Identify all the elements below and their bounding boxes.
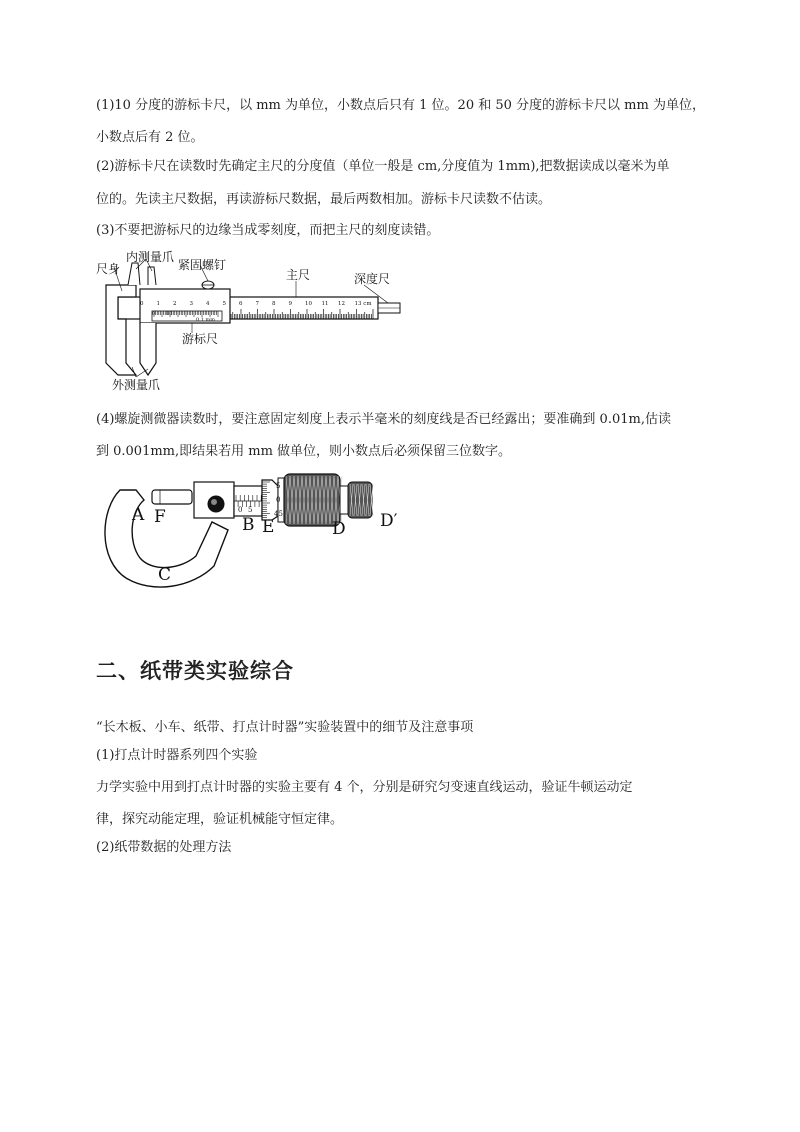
label-D-prime: D′ (380, 511, 398, 531)
sleeve-num-5: 5 (248, 506, 253, 514)
paragraph-2a: (2)游标卡尺在读数时先确定主尺的分度值（单位一般是 cm,分度值为 1mm),把数据读成以毫米为单 (96, 159, 670, 174)
main-scale-number: 5 (222, 301, 226, 307)
paragraph-4b: 到 0.001mm,即结果若用 mm 做单位，则小数点后必须保留三位数字。 (96, 444, 512, 459)
label-outer-jaws: 外测量爪 (112, 378, 161, 392)
item-1: (1)打点计时器系列四个实验 (96, 748, 258, 763)
thimble-num-5: 5 (276, 482, 281, 490)
vernier-num-0: 0 (152, 311, 156, 317)
body-b: 律，探究动能定理，验证机械能守恒定律。 (96, 812, 344, 827)
section-heading: 二、纸带类实验综合 (96, 659, 294, 683)
body-a: 力学实验中用到打点计时器的实验主要有 4 个，分别是研究匀变速直线运动，验证牛顿运动定 (96, 780, 633, 795)
sleeve-num-0: 0 (238, 506, 243, 514)
main-scale-number: 7 (255, 301, 259, 307)
paragraph-1a: (1)10 分度的游标卡尺，以 mm 为单位，小数点后只有 1 位。20 和 50 分度的游标卡尺以 mm 为单位， (96, 98, 705, 113)
section-intro: “长木板、小车、纸带、打点计时器”实验装置中的细节及注意事项 (96, 720, 474, 735)
label-precision: 0.1 mm (196, 317, 216, 323)
main-scale-number: 12 (338, 301, 345, 307)
label-main-scale: 主尺 (286, 268, 311, 282)
main-scale-number: 10 (305, 301, 312, 307)
label-A: A (132, 505, 145, 525)
main-scale-number: 11 (321, 301, 329, 307)
label-F: F (154, 507, 166, 527)
vernier-num-10: 10 (166, 311, 173, 317)
main-scale-number: 3 (189, 301, 193, 307)
label-E: E (262, 517, 275, 537)
paragraph-1b: 小数点后有 2 位。 (96, 130, 204, 145)
main-scale-number: 0 (140, 301, 144, 307)
main-scale-number: 4 (206, 301, 210, 307)
main-scale-number: 8 (272, 301, 276, 307)
main-scale-number: 1 (156, 301, 160, 307)
label-screw: 紧固螺钉 (178, 258, 227, 272)
main-scale-number: 9 (288, 301, 292, 307)
main-scale-number: 2 (173, 301, 177, 307)
micrometer-figure (96, 470, 416, 600)
paragraph-3: (3)不要把游标尺的边缘当成零刻度，而把主尺的刻度读错。 (96, 223, 440, 238)
label-B: B (242, 515, 255, 535)
label-vernier: 游标尺 (182, 332, 219, 346)
item-2: (2)纸带数据的处理方法 (96, 840, 232, 855)
thimble-num-0: 0 (276, 496, 281, 504)
main-scale-number: 13 cm (354, 301, 372, 307)
paragraph-2b: 位的。先读主尺数据，再读游标尺数据，最后两数相加。游标卡尺读数不估读。 (96, 192, 552, 207)
label-D: D (332, 519, 346, 539)
thimble-num-45: 45 (274, 510, 283, 518)
main-scale-number: 6 (239, 301, 243, 307)
label-inner-jaws: 内测量爪 (126, 250, 175, 264)
label-body: 尺身 (96, 262, 121, 276)
vernier-caliper-figure (96, 245, 406, 395)
paragraph-4a: (4)螺旋测微器读数时，要注意固定刻度上表示半毫米的刻度线是否已经露出；要准确到 0.01m,估读 (96, 412, 671, 427)
label-C: C (158, 565, 172, 585)
label-depth-rod: 深度尺 (354, 272, 391, 286)
